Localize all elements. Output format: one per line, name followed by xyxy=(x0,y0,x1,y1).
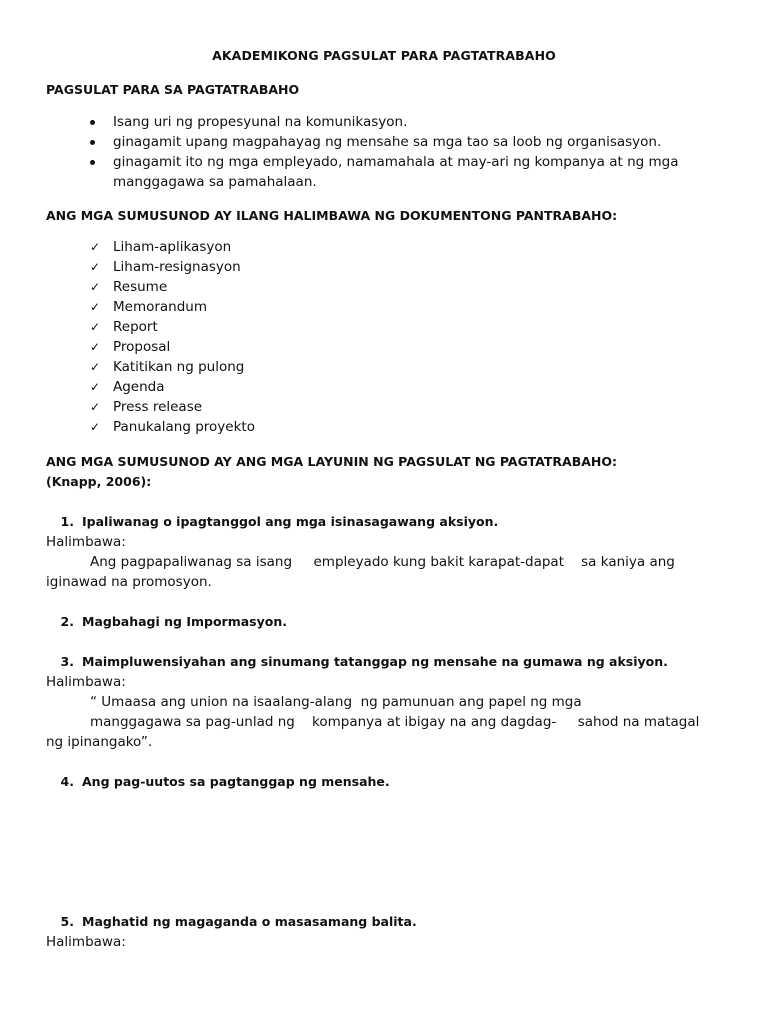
goal-item-4: 4. Ang pag-uutos sa pagtanggap ng mensahe. xyxy=(60,774,390,789)
example-text: Ang pagpapaliwanag sa isang empleyado kung bakit karapat-dapat sa kaniya ang xyxy=(90,554,675,570)
checklist-item: ✓ Panukalang proyekto xyxy=(90,419,255,435)
checklist-item: ✓ Liham-aplikasyon xyxy=(90,239,232,255)
example-quote: “ Umaasa ang union na isaalang-alang ng pamunuan ang papel ng mga xyxy=(90,694,582,710)
example-quote: ng ipinangako”. xyxy=(46,734,153,750)
goal-item-3: 3. Maimpluwensiyahan ang sinumang tatanggap ng mensahe na gumawa ng aksiyon. xyxy=(60,654,668,669)
document-title: AKADEMIKONG PAGSULAT PARA PAGTATRABAHO xyxy=(212,48,556,63)
bullet-item: ginagamit ito ng mga empleyado, namamahala at may-ari ng kompanya at ng mga manggagawa sa pamahalaan. xyxy=(90,152,730,192)
definition-bullet-list xyxy=(90,112,730,192)
example-quote: manggagawa sa pag-unlad ng kompanya at ibigay na ang dagdag- sahod na matagal xyxy=(90,714,700,730)
checklist-item: ✓ Liham-resignasyon xyxy=(90,259,241,275)
checkmark-icon: ✓ xyxy=(90,300,101,314)
example-label: Halimbawa: xyxy=(46,534,126,550)
checklist-item: ✓ Press release xyxy=(90,399,203,415)
document-examples-checklist xyxy=(90,237,490,437)
checkmark-icon: ✓ xyxy=(90,340,101,354)
goal-item-1: 1. Ipaliwanag o ipagtanggol ang mga isinasagawang aksiyon. xyxy=(60,514,499,529)
bullet-item: Isang uri ng propesyunal na komunikasyon. xyxy=(90,112,730,132)
checkmark-icon: ✓ xyxy=(90,320,101,334)
checkmark-icon: ✓ xyxy=(90,380,101,394)
citation: (Knapp, 2006): xyxy=(46,474,152,489)
goal-item-2: 2. Magbahagi ng Impormasyon. xyxy=(60,614,287,629)
checkmark-icon: ✓ xyxy=(90,280,101,294)
checkmark-icon: ✓ xyxy=(90,360,101,374)
bullet-item: ginagamit upang magpahayag ng mensahe sa mga tao sa loob ng organisasyon. xyxy=(90,132,730,152)
checkmark-icon: ✓ xyxy=(90,240,101,254)
checkmark-icon: ✓ xyxy=(90,420,101,434)
section-heading-pagsulat: PAGSULAT PARA SA PAGTATRABAHO xyxy=(46,82,300,97)
checklist-item: ✓ Memorandum xyxy=(90,299,208,315)
checklist-item: ✓ Resume xyxy=(90,279,168,295)
example-label: Halimbawa: xyxy=(46,934,126,950)
section-heading-dokumento: ANG MGA SUMUSUNOD AY ILANG HALIMBAWA NG DOKUMENTONG PANTRABAHO: xyxy=(46,208,618,223)
checklist-item: ✓ Agenda xyxy=(90,379,165,395)
checkmark-icon: ✓ xyxy=(90,400,101,414)
goal-item-5: 5. Maghatid ng magaganda o masasamang balita. xyxy=(60,914,417,929)
example-text: iginawad na promosyon. xyxy=(46,574,212,590)
checklist-item: ✓ Report xyxy=(90,319,158,335)
section-heading-layunin: ANG MGA SUMUSUNOD AY ANG MGA LAYUNIN NG PAGSULAT NG PAGTATRABAHO: xyxy=(46,454,618,469)
checkmark-icon: ✓ xyxy=(90,260,101,274)
checklist-item: ✓ Proposal xyxy=(90,339,171,355)
checklist-item: ✓ Katitikan ng pulong xyxy=(90,359,245,375)
example-label: Halimbawa: xyxy=(46,674,126,690)
